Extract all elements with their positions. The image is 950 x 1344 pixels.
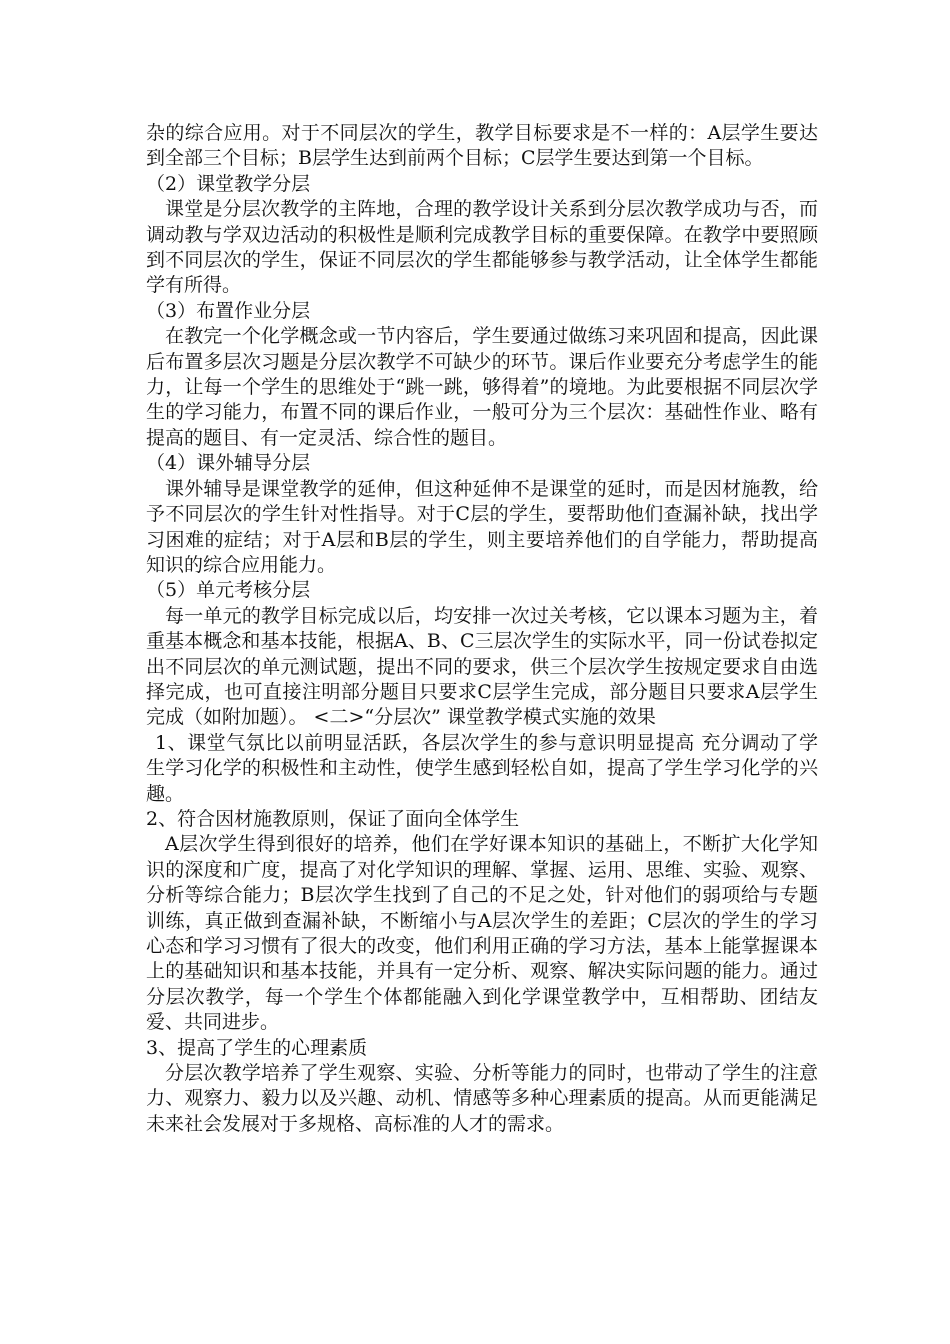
- paragraph-classroom-layering: 课堂是分层次教学的主阵地，合理的教学设计关系到分层次教学成功与否，而调动教与学双边活动的积极性是顺利完成教学目标的重要保障。在教学中要照顾到不同层次的学生，保证不同层次的学生都能够参与教学活动，让全体学生都能学有所得。: [146, 198, 818, 297]
- heading-assessment-layering: （5）单元考核分层: [146, 579, 311, 602]
- paragraph-classroom-atmosphere: 1、课堂气氛比以前明显活跃，各层次学生的参与意识明显提高 充分调动了学生学习化学的积极性和主动性，使学生感到轻松自如，提高了学生学习化学的兴趣。: [146, 731, 818, 805]
- paragraph-teaching-principle: A层次学生得到很好的培养，他们在学好课本知识的基础上，不断扩大化学知识的深度和广度，提高了对化学知识的理解、掌握、运用、思维、实验、观察、分析等综合能力；B层次学生找到了自己的不足之处，针对他们的弱项给与专题训练，真正做到查漏补缺，不断缩小与A层次学生的差距；C层次的学生的学习心态和学习习惯有了很大的改变，他们利用正确的学习方法，基本上能掌握课本上的基础知识和基本技能，并具有一定分析、观察、解决实际问题的能力。通过分层次教学，每一个学生个体都能融入到化学课堂教学中，互相帮助、团结友爱、共同进步。: [146, 833, 818, 1034]
- paragraph-assessment-layering: 每一单元的教学目标完成以后，均安排一次过关考核，它以课本习题为主，着重基本概念和基本技能，根据A、B、C三层次学生的实际水平，同一份试卷拟定出不同层次的单元测试题，提出不同的要求，供三个层次学生按规定要求自由选择完成，也可直接注明部分题目只要求C层学生完成，部分题目只要求A层学生完成（如附加题）。 <二>“分层次” 课堂教学模式实施的效果: [146, 604, 818, 729]
- heading-homework-layering: （3）布置作业分层: [146, 299, 311, 322]
- heading-tutoring-layering: （4）课外辅导分层: [146, 452, 311, 475]
- heading-teaching-principle: 2、符合因材施教原则，保证了面向全体学生: [146, 807, 520, 830]
- paragraph-psychological-quality: 分层次教学培养了学生观察、实验、分析等能力的同时，也带动了学生的注意力、观察力、毅力以及兴趣、动机、情感等多种心理素质的提高。从而更能满足未来社会发展对于多规格、高标准的人才的需求。: [146, 1062, 818, 1135]
- heading-psychological-quality: 3、提高了学生的心理素质: [146, 1036, 368, 1059]
- document-body: [146, 121, 818, 1137]
- paragraph-tutoring-layering: 课外辅导是课堂教学的延伸，但这种延伸不是课堂的延时，而是因材施教，给予不同层次的学生针对性指导。对于C层的学生，要帮助他们查漏补缺，找出学习困难的症结；对于A层和B层的学生，则主要培养他们的自学能力，帮助提高知识的综合应用能力。: [146, 477, 818, 576]
- paragraph-objectives: 杂的综合应用。对于不同层次的学生，教学目标要求是不一样的：A层学生要达到全部三个目标；B层学生达到前两个目标；C层学生要达到第一个目标。: [146, 122, 818, 170]
- paragraph-homework-layering: 在教完一个化学概念或一节内容后，学生要通过做练习来巩固和提高，因此课后布置多层次习题是分层次教学不可缺少的环节。课后作业要充分考虑学生的能力，让每一个学生的思维处于“跳一跳，够得着”的境地。为此要根据不同层次学生的学习能力，布置不同的课后作业，一般可分为三个层次：基础性作业、略有提高的题目、有一定灵活、综合性的题目。: [146, 325, 818, 449]
- heading-classroom-layering: （2）课堂教学分层: [146, 172, 311, 195]
